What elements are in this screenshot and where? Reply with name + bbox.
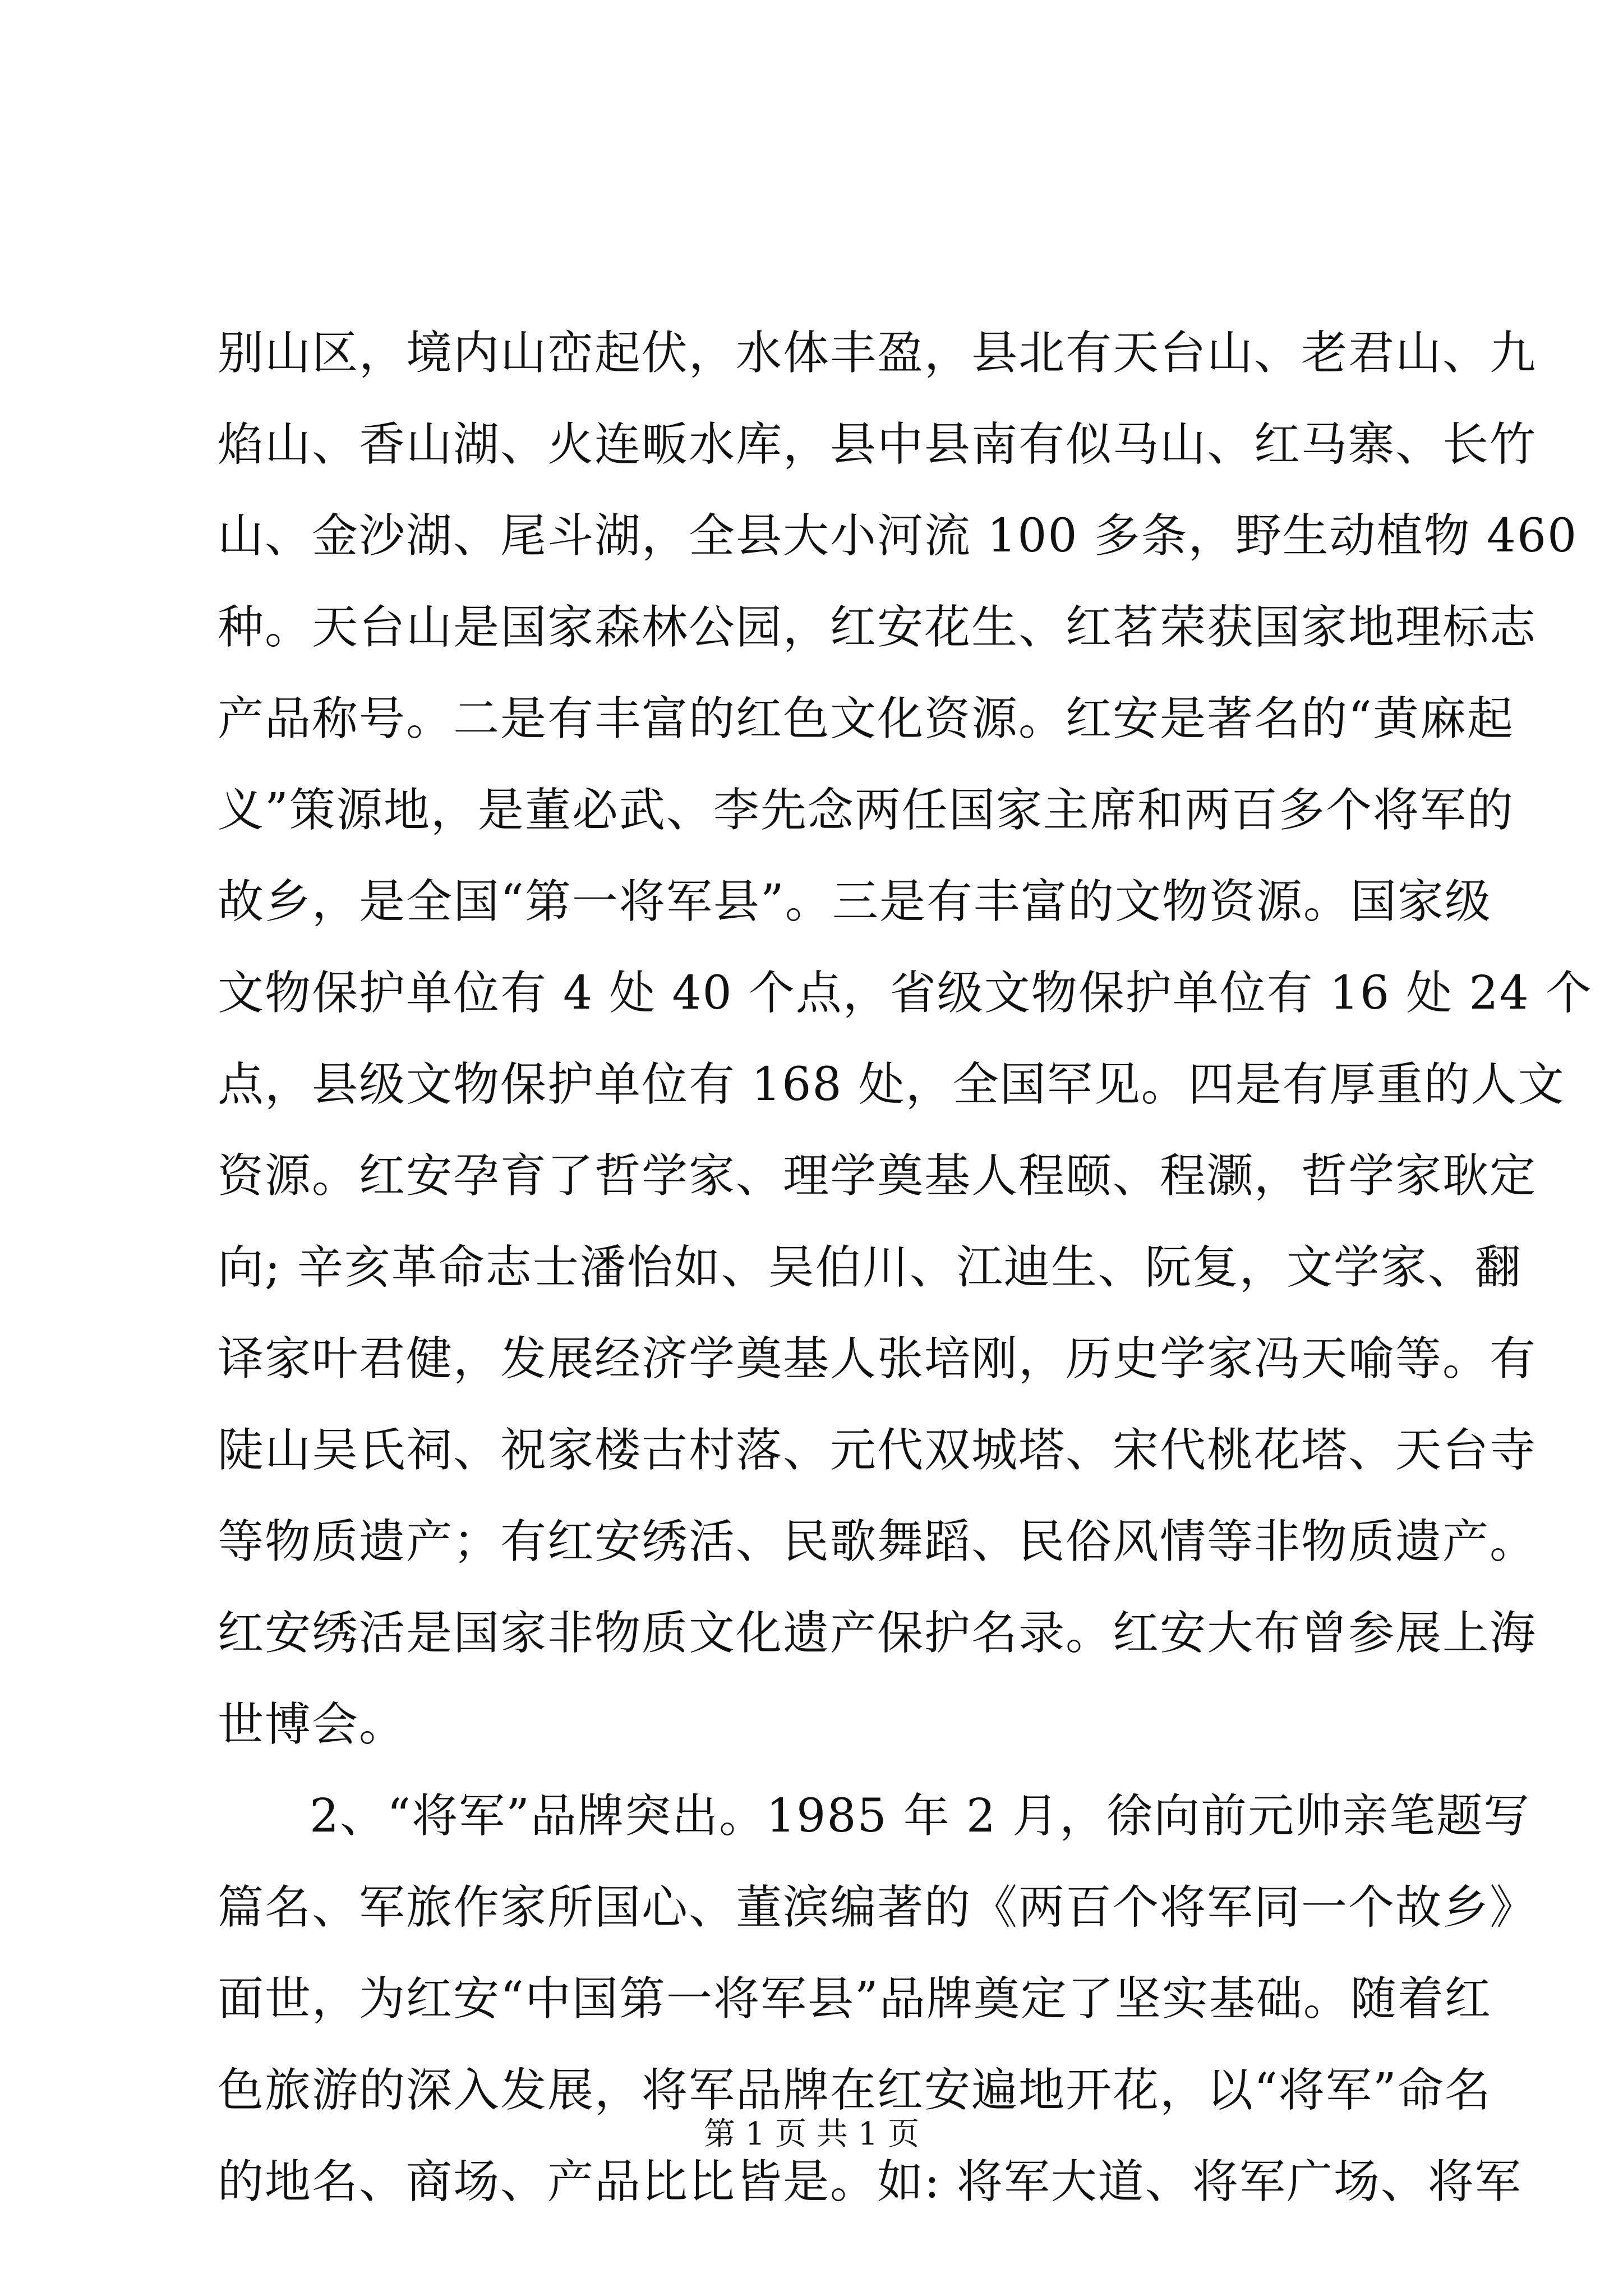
text-line: 红安绣活是国家非物质文化遗产保护名录。红安大布曾参展上海 (218, 1607, 1537, 1660)
text-line: 文物保护单位有 4 处 40 个点，省级文物保护单位有 16 处 24 个 (218, 967, 1593, 1020)
text-line: 故乡，是全国“第一将军县”。三是有丰富的文物资源。国家级 (218, 875, 1492, 928)
text-line: 别山区，境内山峦起伏，水体丰盈，县北有天台山、老君山、九 (218, 326, 1537, 380)
text-line: 译家叶君健，发展经济学奠基人张培刚，历史学家冯天喻等。有 (218, 1332, 1537, 1386)
paragraph-first-line: 2、“将军”品牌突出。1985 年 2 月，徐向前元帅亲笔题写 (310, 1789, 1531, 1843)
text-line: 陡山吴氏祠、祝家楼古村落、元代双城塔、宋代桃花塔、天台寺 (218, 1424, 1537, 1477)
text-line: 世博会。 (218, 1698, 407, 1751)
text-line: 山、金沙湖、尾斗湖，全县大小河流 100 多条，野生动植物 460 (218, 509, 1578, 563)
text-line: 向; 辛亥革命志士潘怡如、吴伯川、江迪生、阮复，文学家、翻 (218, 1241, 1522, 1294)
body-text (218, 307, 1593, 2228)
page-footer (0, 2112, 1623, 2157)
text-line: 资源。红安孕育了哲学家、理学奠基人程颐、程灏，哲学家耿定 (218, 1149, 1537, 1203)
text-line: 面世，为红安“中国第一将军县”品牌奠定了坚实基础。随着红 (218, 1972, 1492, 2026)
text-line: 义”策源地，是董必武、李先念两任国家主席和两百多个将军的 (218, 784, 1514, 837)
text-line: 等物质遗产；有红安绣活、民歌舞蹈、民俗风情等非物质遗产。 (218, 1515, 1537, 1568)
text-line: 点，县级文物保护单位有 168 处，全国罕见。四是有厚重的人文 (218, 1058, 1565, 1111)
text-line: 色旅游的深入发展，将军品牌在红安遍地开花，以“将军”命名 (218, 2064, 1492, 2117)
text-line: 种。天台山是国家森林公园，红安花生、红茗荣获国家地理标志 (218, 601, 1537, 654)
text-line: 篇名、军旅作家所国心、董滨编著的《两百个将军同一个故乡》 (218, 1881, 1537, 1934)
text-line: 产品称号。二是有丰富的红色文化资源。红安是著名的“黄麻起 (218, 692, 1514, 746)
page-number: 第 1 页 共 1 页 (703, 2116, 920, 2152)
text-line: 焰山、香山湖、火连畈水库，县中县南有似马山、红马寨、长竹 (218, 418, 1537, 471)
text-line: 的地名、商场、产品比比皆是。如: 将军大道、将军广场、将军 (218, 2155, 1522, 2208)
